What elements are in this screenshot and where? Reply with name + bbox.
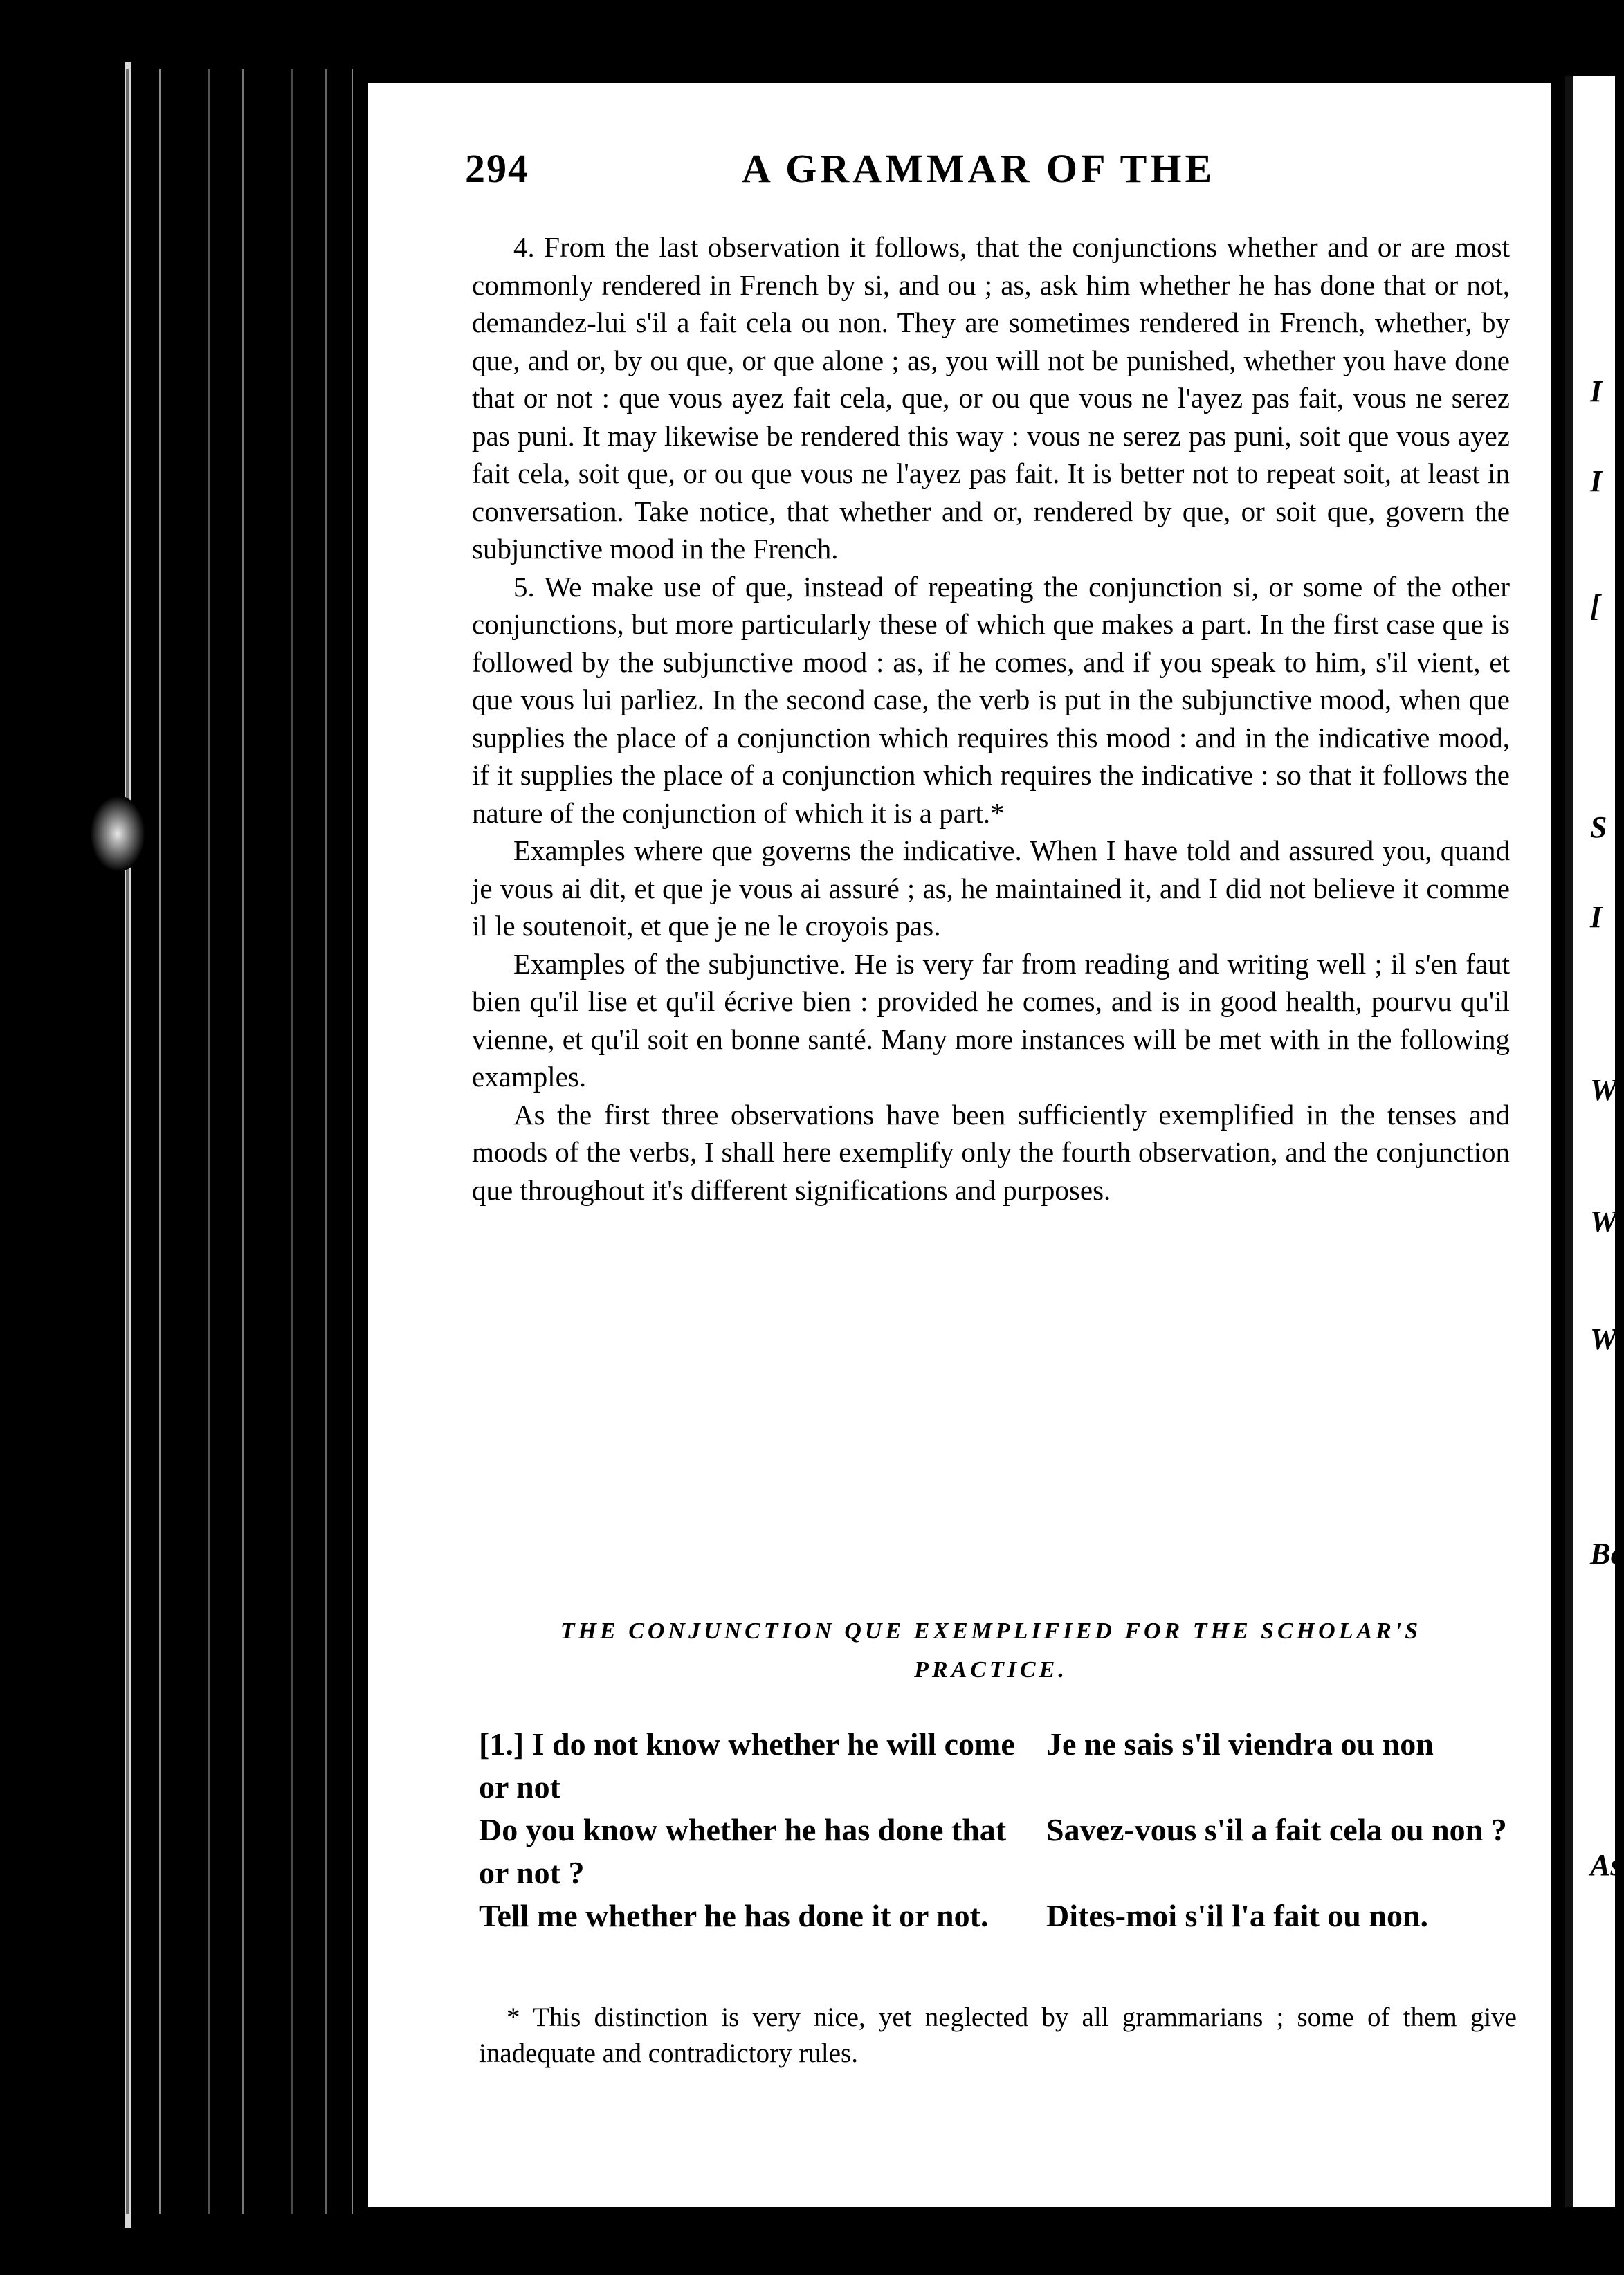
exercise-row [479,1723,1524,1809]
spine-stripe [208,69,210,2214]
exercise-row [479,1894,1524,1980]
facing-page-fragment: I [1590,374,1603,408]
facing-page-fragment: W [1590,1322,1618,1356]
exercise-row [479,1809,1524,1894]
paragraph-closing: As the first three observations have been sufficiently exemplified in the tenses and moods of the verbs, I shall here exemplify only the fourth observation, and the conjunction que throughout it's different significations and purposes. [472,1098,1510,1206]
running-head: A GRAMMAR OF THE [742,146,1216,191]
exercise-english: Tell me whether he has done it or not. [479,1898,989,1933]
facing-page-fragment: W [1590,1073,1618,1107]
page-gutter [1565,76,1573,2207]
section-heading-line: PRACTICE. [914,1657,1068,1683]
spine-stripe [159,69,161,2214]
section-heading [472,1612,1510,1690]
exercise-english: Do you know whether he has done that or not ? [479,1812,1007,1890]
spine-blot [90,796,145,872]
facing-page-fragment: [ [1590,589,1600,623]
paragraph-subjunctive-examples: Examples of the subjunctive. He is very far from reading and writing well ; il s'en faut bien qu'il lise et qu'il écrive bien : provided he comes, and is in good health, pourvu qu'il vienne, et qu'il soit en bonne santé. Many more instances will be met with in the following examples. [472,947,1510,1093]
facing-page-edge [1565,76,1624,2207]
spine-stripe [325,69,327,2214]
section-heading-line: THE CONJUNCTION QUE EXEMPLIFIED FOR THE SCHOLAR'S [560,1618,1422,1644]
exercise-table [479,1723,1524,1980]
paragraph-observation-5: 5. We make use of que, instead of repeating the conjunction si, or some of the other conjunctions, but more particularly these of which que makes a part. In the first case que is followed by the subjunctive mood : as, if he comes, and if you speak to him, s'il vient, et que vous lui parliez. In the second case, the verb is put in the subjunctive mood, when que supplies the place of a conjunction which requires this mood : and in the indicative mood, if it supplies the place of a conjunction which requires the indicative : so that it follows the nature of the conjunction of which it is a part.* [472,570,1510,829]
paragraph-observation-4: 4. From the last observation it follows, that the conjunctions whether and or are most commonly rendered in French by si, and ou ; as, ask him whether he has done that or not, demandez-lui s'il a fait cela ou non. They are sometimes rendered in French, whether, by que, and or, by ou que, or que alone ; as, you will not be punished, whether you have done that or not : que vous ayez fait cela, que, or ou que vous ne l'ayez pas fait, vous ne serez pas puni. It may likewise be rendered this way : vous ne serez pas puni, soit que vous ayez fait cela, soit que, or ou que vous ne l'ayez pas fait. It is better not to repeat soit, at least in conversation. Take notice, that whether and or, rendered by que, or soit que, govern the subjunctive mood in the French. [472,231,1510,565]
page-number: 294 [465,146,529,191]
facing-page-fragment: S [1590,810,1607,844]
exercise-french: Dites-moi s'il l'a fait ou non. [1046,1898,1429,1933]
exercise-french: Je ne sais s'il viendra ou non [1046,1726,1434,1762]
spine-stripe [291,69,293,2214]
footnote: * This distinction is very nice, yet neglected by all grammarians ; some of them give inadequate and contradictory rules. [479,2002,1517,2068]
paragraph-indicative-examples: Examples where que governs the indicative. When I have told and assured you, quand je vous ai dit, et que je vous ai assuré ; as, he maintained it, and I did not believe it comme il le soutenoit, et que je ne le croyois pas. [472,834,1510,942]
spine-stripe [242,69,244,2214]
spine-stripe [352,69,353,2214]
exercise-french: Savez-vous s'il a fait cela ou non ? [1046,1812,1507,1847]
exercise-english: [1.] I do not know whether he will come or not [479,1726,1015,1805]
book-page [368,83,1551,2207]
book-spine [0,0,367,2275]
spine-stripe [126,69,129,2214]
facing-page-fragment: I [1590,464,1603,498]
facing-page-fragment: As [1590,1848,1623,1882]
facing-page-fragment: Be [1590,1537,1624,1571]
facing-page-fragment: I [1590,900,1603,934]
facing-page-fragment: W [1590,1205,1618,1239]
body-text [472,228,1510,1209]
page-header [465,145,1454,208]
